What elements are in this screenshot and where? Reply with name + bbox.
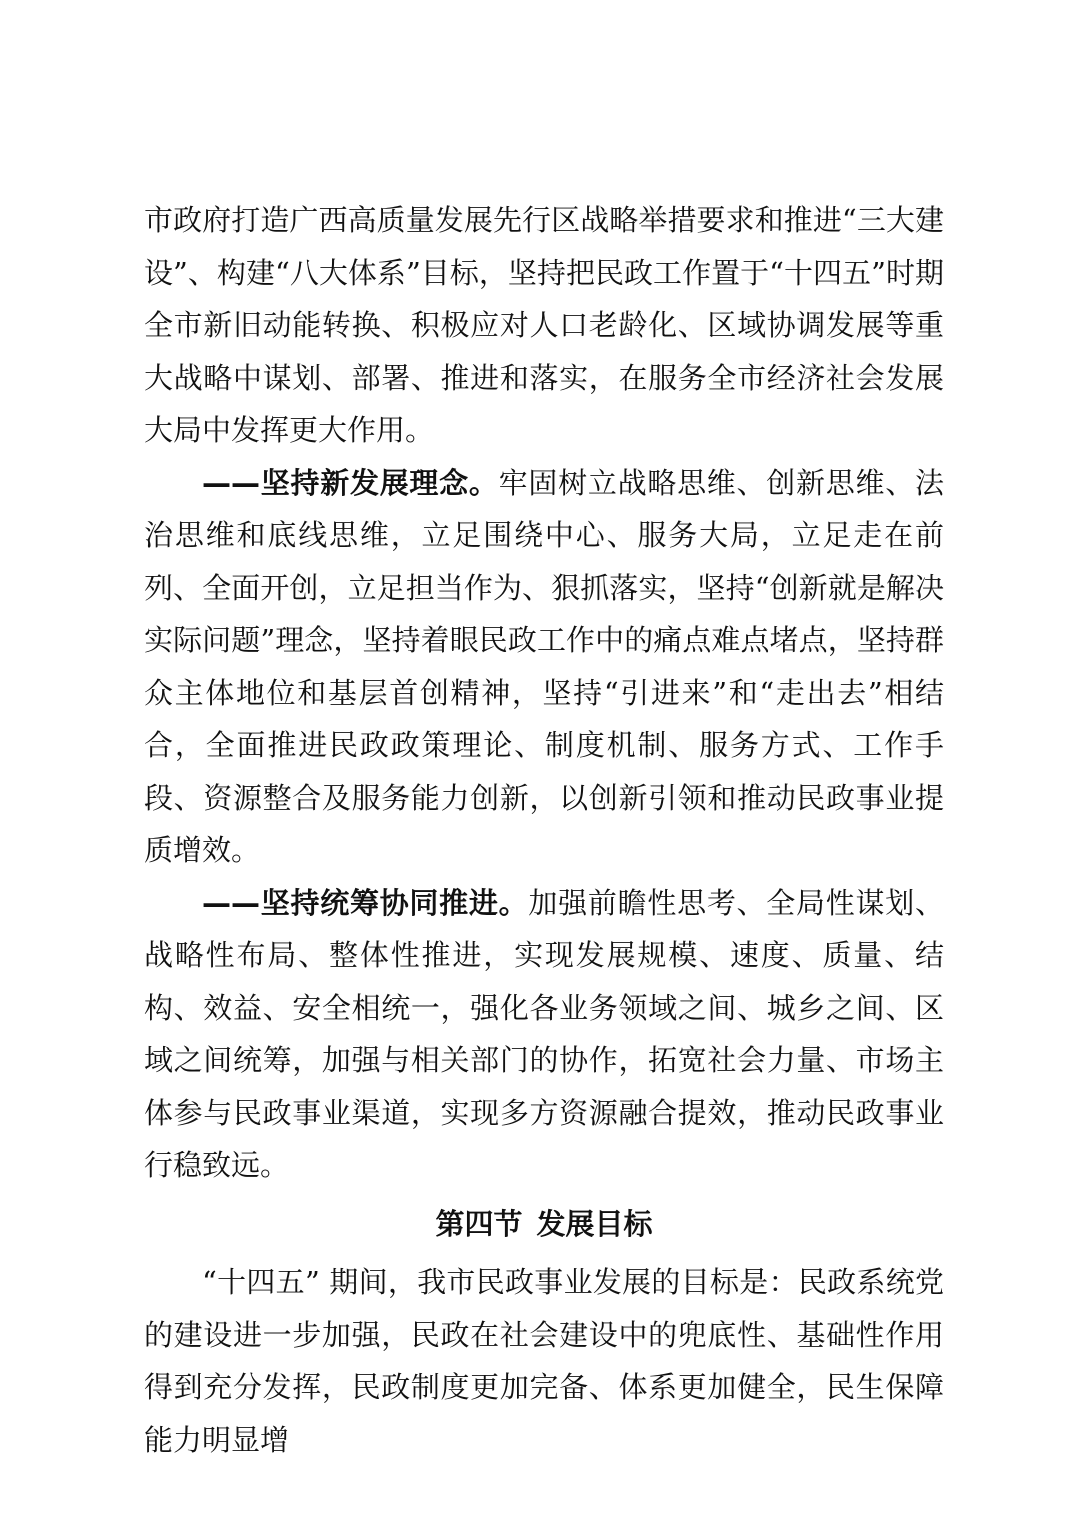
paragraph-text: 市政府打造广西高质量发展先行区战略举措要求和推进“三大建设”、构建“八大体系”目标，坚持把民政工作置于“十四五”时期全市新旧动能转换、积极应对人口老龄化、区域协调发展等重大战略中谋划、部署、推进和落实，在服务全市经济社会发展大局中发挥更大作用。 [144,203,944,447]
document-body [144,194,944,1466]
paragraph-development-goals [144,1256,944,1466]
paragraph-text: 牢固树立战略思维、创新思维、法治思维和底线思维，立足围绕中心、服务大局，立足走在前列、全面开创，立足担当作为、狠抓落实，坚持“创新就是解决实际问题”理念，坚持着眼民政工作中的痛点难点堵点，坚持群众主体地位和基层首创精神，坚持“引进来”和“走出去”相结合，全面推进民政政策理论、制度机制、服务方式、工作手段、资源整合及服务能力创新，以创新引领和推动民政事业提质增效。 [144,465,944,867]
paragraph-coordinated-promotion [144,877,944,1192]
paragraph-text: “十四五” 期间，我市民政事业发展的目标是：民政系统党的建设进一步加强，民政在社会建设中的兜底性、基础性作用得到充分发挥，民政制度更加完备、体系更加健全，民生保障能力明显增 [144,1265,944,1457]
paragraph-lead-heading: ——坚持统筹协同推进。 [202,885,529,920]
section-number: 第四节 [435,1206,523,1241]
paragraph-continuation [144,194,944,457]
paragraph-lead-heading: ——坚持新发展理念。 [202,465,499,500]
paragraph-text: 加强前瞻性思考、全局性谋划、战略性布局、整体性推进，实现发展规模、速度、质量、结构、效益、安全相统一，强化各业务领域之间、城乡之间、区域之间统筹，加强与相关部门的协作，拓宽社会力量、市场主体参与民政事业渠道，实现多方资源融合提效，推动民政事业行稳致远。 [144,885,944,1182]
section-heading [144,1198,944,1251]
section-title: 发展目标 [536,1206,653,1241]
paragraph-new-development-concept [144,457,944,877]
